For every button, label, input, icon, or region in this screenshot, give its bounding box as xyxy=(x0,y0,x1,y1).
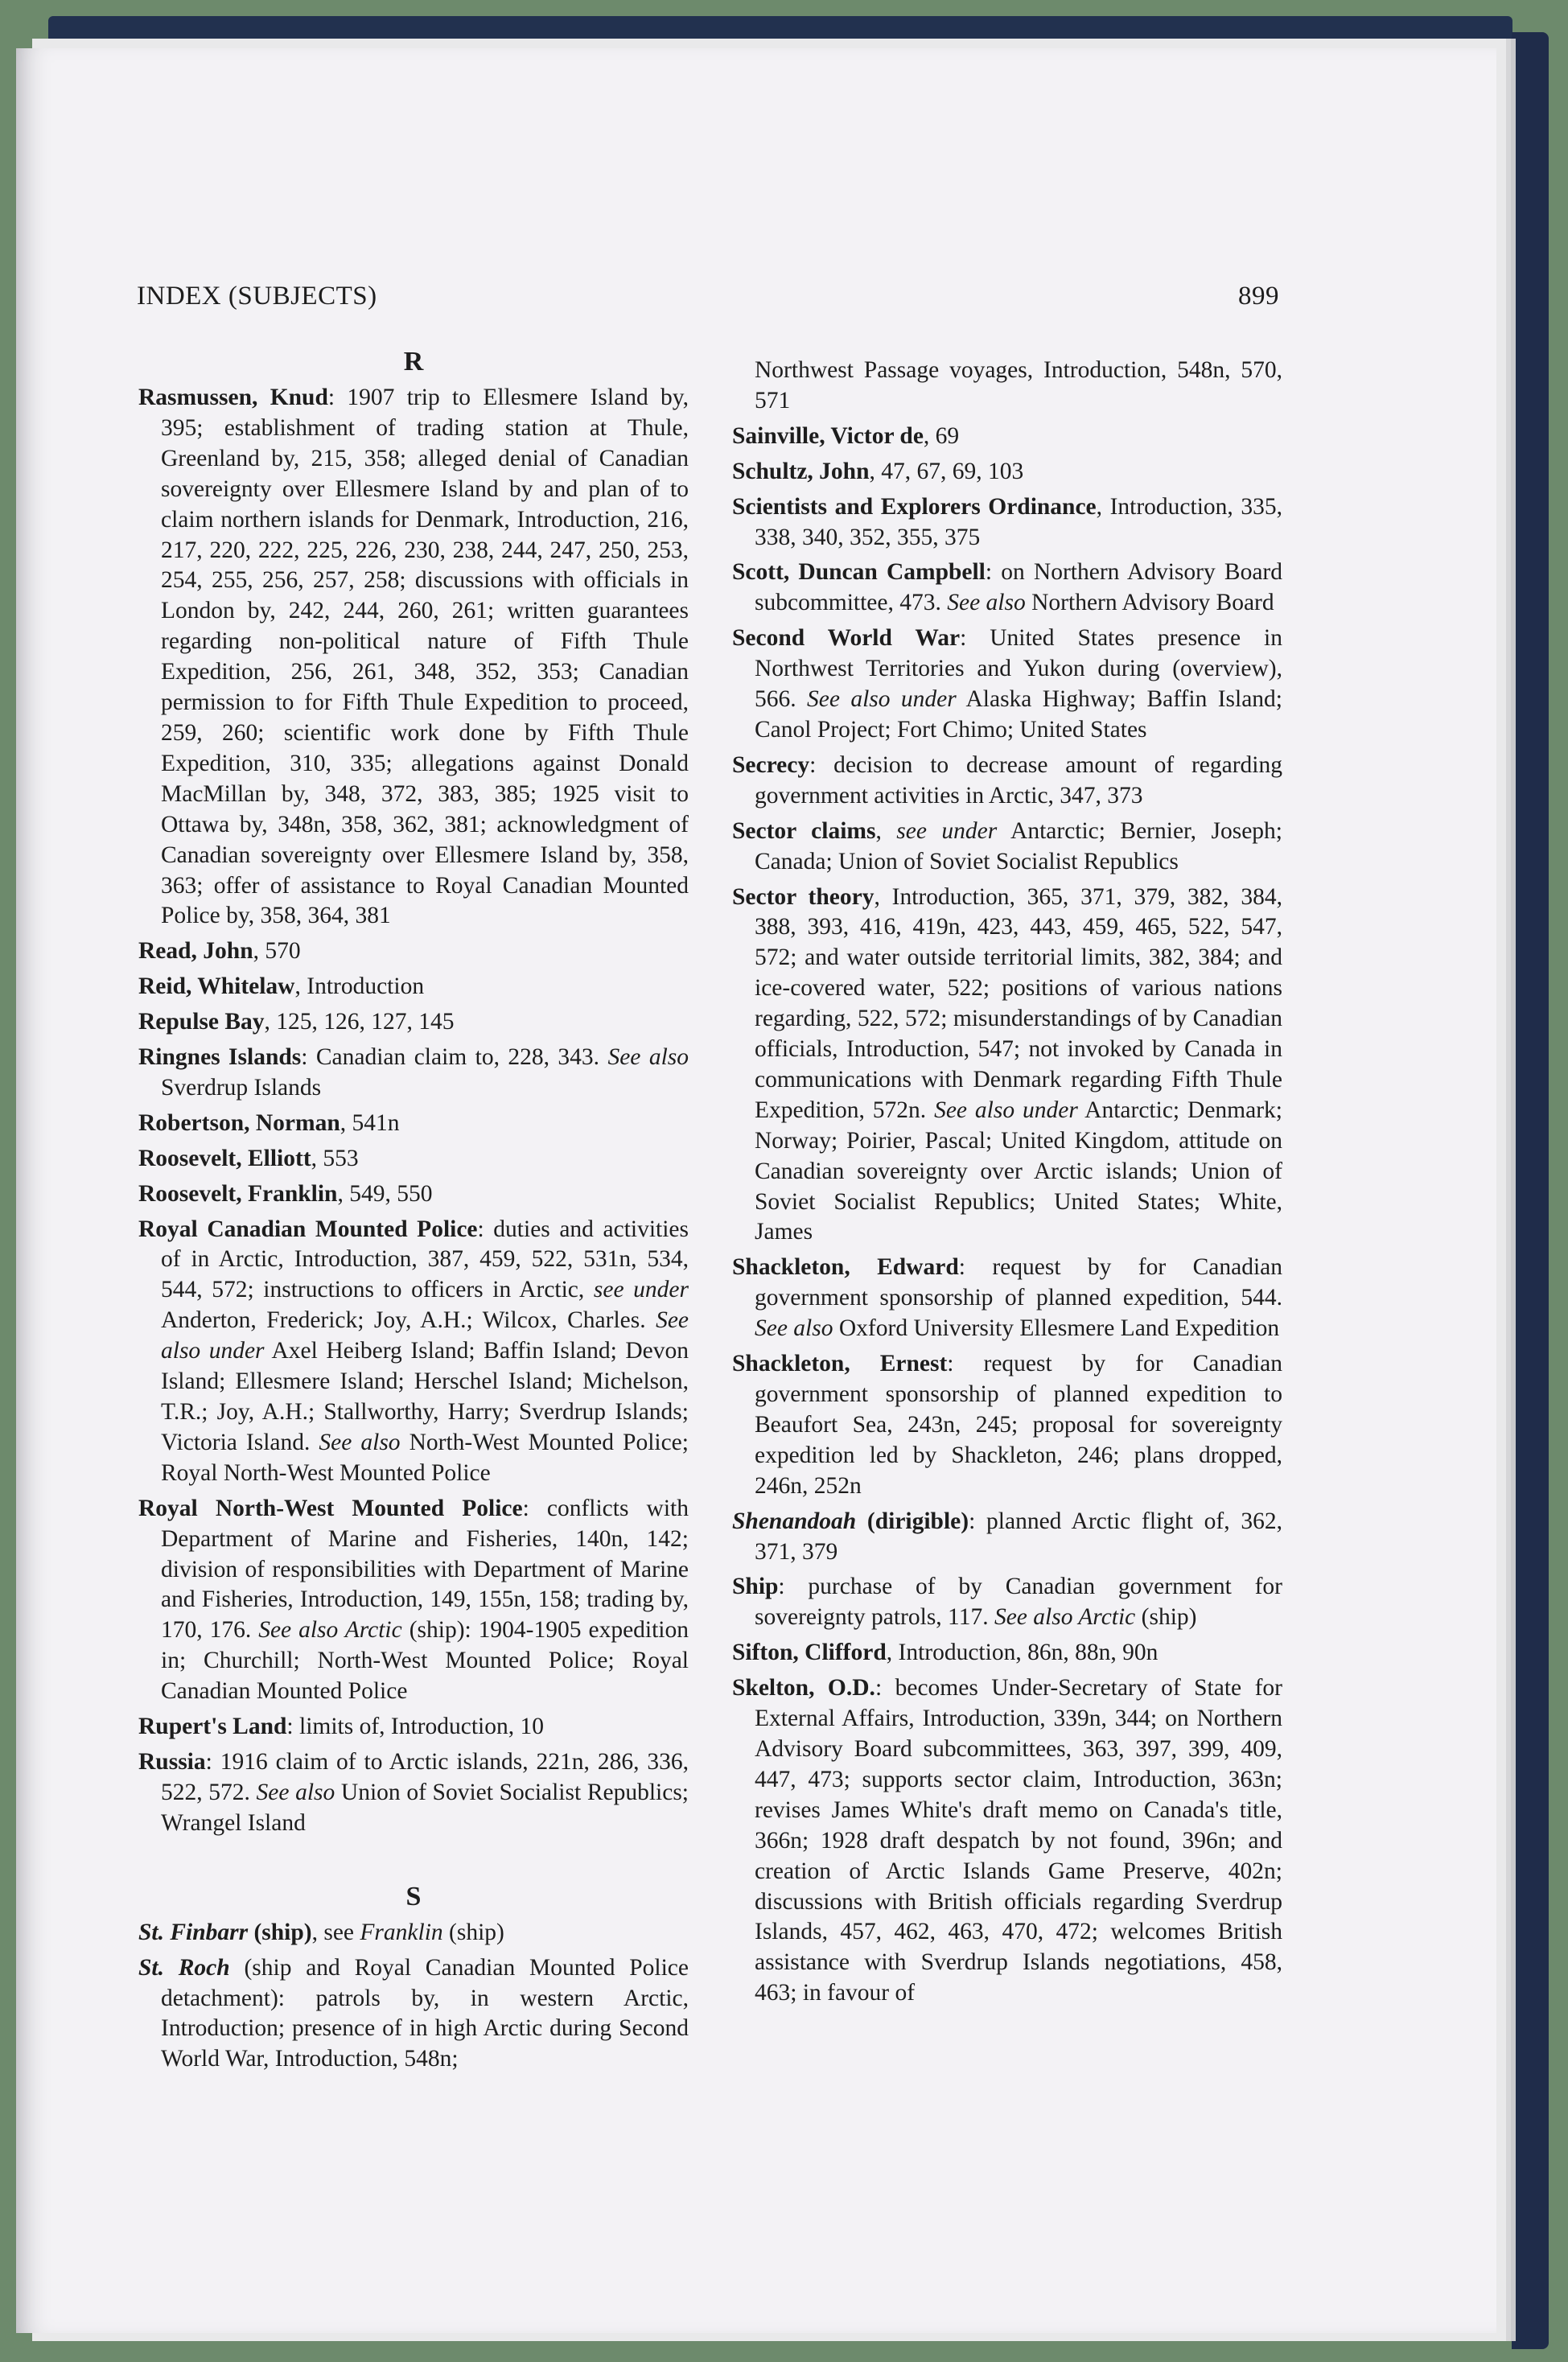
book-cover-edge xyxy=(1512,32,1549,2349)
index-entry-shenandoah: Shenandoah (dirigible): planned Arctic flight of, 362, 371, 379 xyxy=(732,1508,1282,1565)
running-head xyxy=(137,282,1279,322)
index-entry-ringnes: Ringnes Islands: Canadian claim to, 228, 343. See also Sverdrup Islands xyxy=(138,1044,689,1101)
index-entry-st-finbarr: St. Finbarr (ship), see Franklin (ship) xyxy=(138,1919,504,1945)
index-entry-shackleton-edward: Shackleton, Edward: request by for Canadian government sponsorship of planned expedition, 544. See also Oxford University Ellesmere Land Expedition xyxy=(732,1254,1282,1342)
index-column-left xyxy=(138,346,689,2080)
index-entry-schultz: Schultz, John, 47, 67, 69, 103 xyxy=(732,458,1024,484)
index-entry-roosevelt-elliott: Roosevelt, Elliott, 553 xyxy=(138,1145,359,1171)
running-head-title: INDEX (SUBJECTS) xyxy=(137,282,377,311)
index-entry-sainville: Sainville, Victor de, 69 xyxy=(732,422,960,449)
index-entry-second-world-war: Second World War: United States presence in Northwest Territories and Yukon during (overview), 566. See also under Alaska Highway; Baffin Island; Canol Project; Fort Chimo; United States xyxy=(732,625,1283,743)
index-entry-rnwmp: Royal North-West Mounted Police: conflicts with Department of Marine and Fisheries, 140n, 142; division of responsibilities with Department of Marine and Fisheries, Introduction, 149, 155n, 158; trading by, 170, 176. See also Arctic (ship): 1904-1905 expedition in; Churchill; North-West Mounted Police; Royal Canadian Mounted Police xyxy=(138,1495,689,1705)
index-entry-sector-claims: Sector claims, see under Antarctic; Bernier, Joseph; Canada; Union of Soviet Socialist Republics xyxy=(732,817,1282,874)
book-page xyxy=(16,48,1496,2333)
index-entry-read: Read, John, 570 xyxy=(138,938,301,965)
index-column-right xyxy=(732,356,1282,2014)
index-entry-reid: Reid, Whitelaw, Introduction xyxy=(138,973,425,1000)
index-entry-robertson: Robertson, Norman, 541n xyxy=(138,1109,400,1136)
index-entry-skelton: Skelton, O.D.: becomes Under-Secretary of State for External Affairs, Introduction, 339n, 344; on Northern Advisory Board subcommittees, 363, 397, 399, 409, 447, 473; supports sector claim, Introduction, 363n; revises James White's draft memo on Canada's title, 366n; 1928 draft despatch by not found, 396n; and creation of Arctic Islands Game Preserve, 402n; discussions with British officials regarding Sverdrup Islands, 457, 462, 463, 470, 472; welcomes British assistance with Sverdrup Islands negotiations, 458, 463; in favour of xyxy=(732,1675,1282,2006)
index-entry-sifton: Sifton, Clifford, Introduction, 86n, 88n, 90n xyxy=(732,1640,1159,1666)
section-letter-s: S xyxy=(405,1881,422,1911)
index-entry-ship: Ship: purchase of by Canadian government for sovereignty patrols, 117. See also Arctic (ship) xyxy=(732,1574,1282,1631)
index-entry-rasmussen: Rasmussen, Knud: 1907 trip to Ellesmere Island by, 395; establishment of trading station at Thule, Greenland by, 215, 358; alleged denial of Canadian sovereignty over Ellesmere Island by and plan of to claim northern islands for Denmark, Introduction, 216, 217, 220, 222, 225, 226, 230, 238, 244, 247, 250, 253, 254, 255, 256, 257, 258; discussions with officials in London by, 242, 244, 260, 261; written guarantees regarding non-political nature of Fifth Thule Expedition, 256, 261, 348, 352, 353; Canadian permission to for Fifth Thule Expedition to proceed, 259, 260; scientific work done by Fifth Thule Expedition, 310, 335; allegations against Donald MacMillan by, 348, 372, 383, 385; 1925 visit to Ottawa by, 348n, 358, 362, 381; acknowledgment of Canadian sovereignty over Ellesmere Island by, 358, 363; offer of assistance to Royal Canadian Mounted Police by, 358, 364, 381 xyxy=(138,385,689,929)
index-entry-shackleton-ernest: Shackleton, Ernest: request by for Canadian government sponsorship of planned expedition to Beaufort Sea, 243n, 245; proposal for sovereignty expedition led by Shackleton, 246; plans dropped, 246n, 252n xyxy=(732,1351,1282,1499)
index-entry-ruperts-land: Rupert's Land: limits of, Introduction, 10 xyxy=(138,1714,544,1740)
index-entry-continued: Northwest Passage voyages, Introduction, 548n, 570, 571 xyxy=(755,357,1282,414)
section-letter-r: R xyxy=(403,347,424,377)
index-entry-scott: Scott, Duncan Campbell: on Northern Advisory Board subcommittee, 473. See also Northern Advisory Board xyxy=(732,559,1282,616)
index-entry-russia: Russia: 1916 claim of to Arctic islands, 221n, 286, 336, 522, 572. See also Union of Soviet Socialist Republics; Wrangel Island xyxy=(138,1748,689,1836)
index-entry-roosevelt-franklin: Roosevelt, Franklin, 549, 550 xyxy=(138,1180,433,1207)
index-entry-repulse-bay: Repulse Bay, 125, 126, 127, 145 xyxy=(138,1009,455,1035)
index-entry-rcmp: Royal Canadian Mounted Police: duties and activities of in Arctic, Introduction, 387, 459, 522, 531n, 534, 544, 572; instructions to officers in Arctic, see under Anderton, Frederick; Joy, A.H.; Wilcox, Charles. See also under Axel Heiberg Island; Baffin Island; Devon Island; Ellesmere Island; Herschel Island; Michelson, T.R.; Joy, A.H.; Stallworthy, Harry; Sverdrup Islands; Victoria Island. See also North-West Mounted Police; Royal North-West Mounted Police xyxy=(138,1216,689,1486)
index-entry-st-roch: St. Roch (ship and Royal Canadian Mounted Police detachment): patrols by, in western Arctic, Introduction; presence of in high Arctic during Second World War, Introduction, 548n; xyxy=(138,1954,689,2072)
index-entry-scientists: Scientists and Explorers Ordinance, Introduction, 335, 338, 340, 352, 355, 375 xyxy=(732,493,1282,550)
index-entry-sector-theory: Sector theory, Introduction, 365, 371, 379, 382, 384, 388, 393, 416, 419n, 423, 443, 459, 465, 522, 547, 572; and water outside territorial limits, 382, 384; and ice-covered water, 522; positions of various nations regarding, 522, 572; misunderstandings of by Canadian officials, Introduction, 547; not invoked by Canada in communications with Denmark regarding Fifth Thule Expedition, 572n. See also under Antarctic; Denmark; Norway; Poirier, Pascal; United Kingdom, attitude on Canadian sovereignty over Arctic islands; Union of Soviet Socialist Republics; United States; White, James xyxy=(732,883,1282,1245)
index-entry-secrecy: Secrecy: decision to decrease amount of regarding government activities in Arctic, 347, 373 xyxy=(732,751,1282,809)
page-number: 899 xyxy=(1238,282,1279,311)
